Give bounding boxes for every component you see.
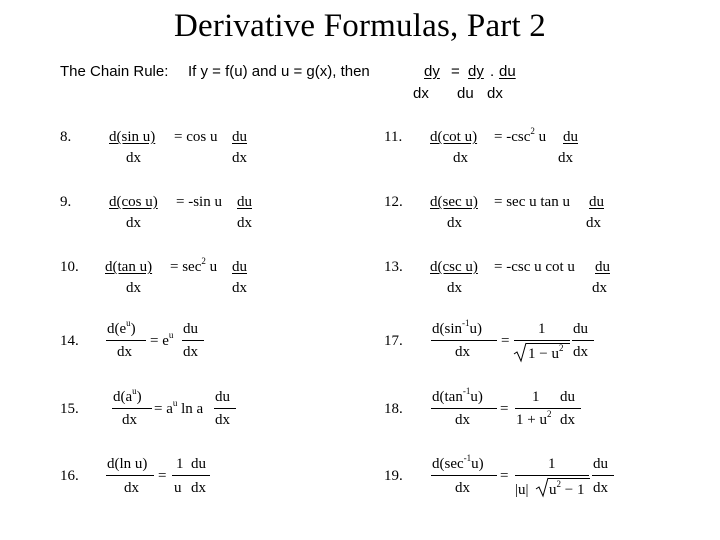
equals-sign: = [501,333,510,349]
formula-number: 19. [384,468,403,484]
formula-lhs-numerator: d(e [107,321,127,337]
chain-rule-den-dx: dx [413,85,429,102]
formula-rhs-numerator-one: 1 [538,321,546,337]
fraction-bar [431,340,497,341]
fraction-bar [106,475,154,476]
formula-rhs-numerator: du [183,321,198,337]
formula-lhs-numerator: d(tan u) [105,259,153,275]
formula-rhs-numerator: du [573,321,588,337]
formula-lhs-denominator: dx [455,344,470,360]
formula-number: 18. [384,401,403,417]
formula-lhs-numerator-close: u) [471,456,484,472]
chain-rule-num-du: du [499,63,516,80]
formula-rhs-middle-tail: ln a [177,401,204,417]
formula-lhs-numerator: d(sec [432,456,464,472]
formula-rhs-numerator: du [232,259,247,275]
formula-rhs-denominator: dx [183,344,198,360]
fraction-bar [172,475,210,476]
exponent: u [172,398,178,408]
exponent: -1 [462,386,471,396]
formula-lhs-numerator: d(ln u) [107,456,148,472]
formula-rhs-numerator: du [215,389,230,405]
square-root-icon [535,476,549,498]
formula-rhs-middle-tail: u [205,259,218,275]
formula-number: 11. [384,129,403,145]
exponent: u [168,330,174,340]
fraction-bar [214,408,236,409]
formula-lhs-numerator: d(a [113,389,133,405]
fraction-bar [559,408,581,409]
radicand-tail: − 1 [561,482,585,498]
formula-number: 9. [60,194,72,210]
equals-sign: = [500,468,509,484]
formula-lhs-denominator: dx [122,412,137,428]
formula-number: 17. [384,333,403,349]
formula-lhs-numerator-close: u) [470,389,483,405]
formula-number: 12. [384,194,403,210]
formula-rhs-denominator: dx [558,150,573,166]
formula-rhs-middle: = -sin u [176,194,222,210]
formula-lhs-numerator: d(cos u) [109,194,158,210]
formula-rhs-denominator: dx [560,412,575,428]
formula-rhs-denominator: dx [586,215,601,231]
fraction-bar [431,475,497,476]
fraction-bar [515,475,589,476]
chain-rule-num-dy-2: dy [468,63,484,80]
formula-rhs-middle: = sec u tan u [494,194,570,210]
formula-number: 16. [60,468,79,484]
formula-rhs-numerator: du [237,194,252,210]
formula-rhs-denominator: dx [573,344,588,360]
formula-rhs-numerator: du [563,129,578,145]
chain-rule-statement: If y = f(u) and u = g(x), then [188,63,370,80]
fraction-bar [515,408,559,409]
fraction-bar [572,340,594,341]
formula-lhs-denominator: dx [126,280,141,296]
formula-rhs-denominator-poly: 1 + u [516,412,547,428]
formula-lhs-numerator: d(sin [432,321,462,337]
exponent: u [132,386,137,396]
formula-number: 14. [60,333,79,349]
fraction-bar [592,475,614,476]
chain-rule-den-dx-2: dx [487,85,503,102]
formula-rhs-denominator: dx [593,480,608,496]
exponent: u [126,318,131,328]
formula-rhs-numerator-one: 1 [532,389,540,405]
absolute-value-u: |u| [515,482,529,498]
formula-lhs-numerator: d(tan [432,389,463,405]
formula-rhs-denominator-u: u [174,480,182,496]
formula-lhs-denominator: dx [126,215,141,231]
formula-lhs-numerator-close: ) [130,321,136,337]
formula-number: 15. [60,401,79,417]
formula-rhs-denominator: dx [237,215,252,231]
equals-sign: = [500,401,509,417]
formula-rhs-numerator: du [593,456,608,472]
chain-rule-dot: . [490,63,495,80]
formula-rhs-denominator: dx [592,280,607,296]
formula-rhs-denominator: dx [191,480,206,496]
formula-rhs-denominator: dx [232,280,247,296]
square-root-icon [513,341,527,363]
formula-number: 10. [60,259,79,275]
radicand: u [549,482,557,498]
formula-rhs-middle: = e [150,333,169,349]
chain-rule-label: The Chain Rule: [60,63,169,80]
formula-number: 8. [60,129,72,145]
formula-rhs-middle: = -csc [494,129,531,145]
formula-lhs-denominator: dx [455,412,470,428]
radicand: 1 − u [528,346,559,362]
page-title: Derivative Formulas, Part 2 [174,8,546,44]
exponent: 2 [546,409,552,419]
fraction-bar [106,340,146,341]
formula-rhs-numerator: du [595,259,610,275]
exponent: 2 [558,343,564,353]
formula-rhs-denominator: dx [232,150,247,166]
formula-lhs-numerator: d(cot u) [430,129,478,145]
formula-rhs-numerator: du [232,129,247,145]
formula-lhs-denominator: dx [447,280,462,296]
formula-rhs-denominator: dx [215,412,230,428]
chain-rule-den-du: du [457,85,474,102]
formula-rhs-middle-tail: u [534,129,547,145]
chain-rule-equals: = [451,63,460,80]
exponent: 2 [556,479,561,489]
exponent: -1 [463,453,472,463]
fraction-bar [112,408,152,409]
formula-rhs-numerator-one: 1 [176,456,184,472]
formula-lhs-numerator: d(csc u) [430,259,478,275]
fraction-bar [182,340,204,341]
exponent: -1 [462,318,470,328]
fraction-bar [431,408,497,409]
formula-rhs-middle: = a [154,401,173,417]
formula-lhs-numerator: d(sec u) [430,194,478,210]
formula-lhs-denominator: dx [455,480,470,496]
formula-rhs-numerator: du [560,389,575,405]
formula-lhs-numerator-close: u) [469,321,482,337]
formula-lhs-denominator: dx [453,150,468,166]
formula-rhs-numerator-one: 1 [548,456,556,472]
formula-rhs-numerator: du [191,456,206,472]
radical-bar [548,478,590,479]
exponent: 2 [201,256,206,266]
exponent: 2 [530,126,535,136]
formula-rhs-middle: = cos u [174,129,218,145]
chain-rule-num-dy: dy [424,63,440,80]
formula-rhs-middle: = sec [170,259,202,275]
formula-rhs-middle: = -csc u cot u [494,259,575,275]
equals-sign: = [158,468,167,484]
formula-rhs-numerator: du [589,194,604,210]
formula-lhs-denominator: dx [126,150,141,166]
formula-lhs-numerator: d(sin u) [109,129,156,145]
formula-lhs-numerator-close: ) [136,389,142,405]
formula-lhs-denominator: dx [117,344,132,360]
formula-number: 13. [384,259,403,275]
formula-lhs-denominator: dx [124,480,139,496]
formula-lhs-denominator: dx [447,215,462,231]
